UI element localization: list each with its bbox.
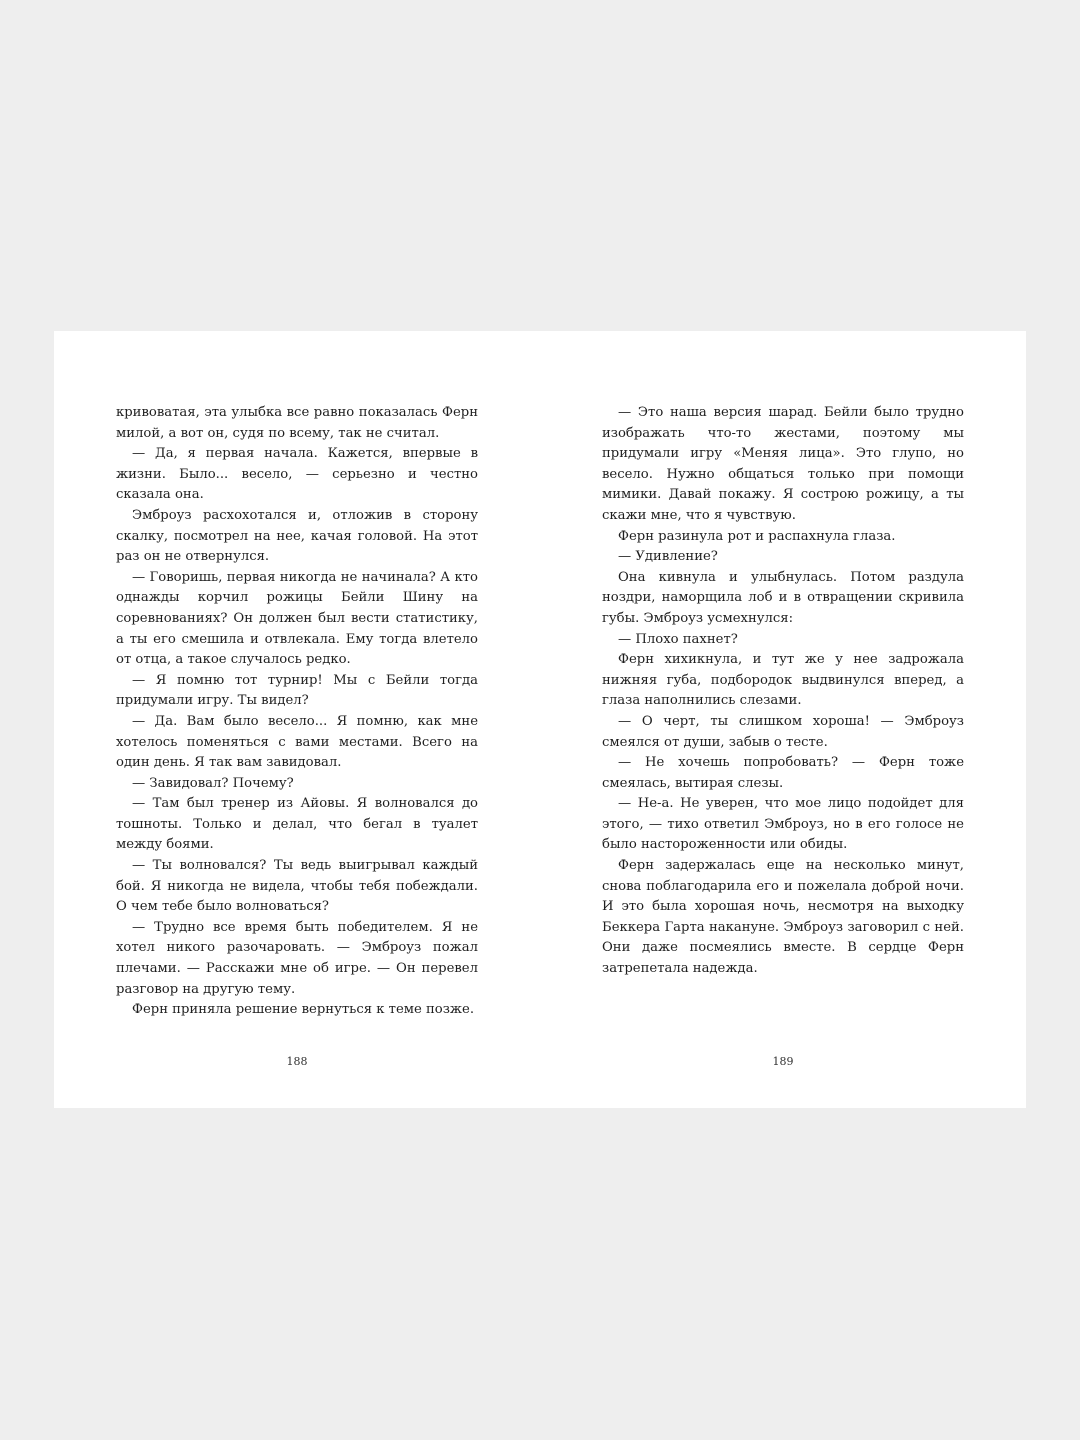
paragraph: — Не-а. Не уверен, что мое лицо подойдет для этого, — тихо ответил Эмброуз, но в его голосе не было настороженности или обиды. [602, 796, 964, 853]
paragraph: Ферн хихикнула, и тут же у нее задрожала нижняя губа, подбородок выдвинулся вперед, а глаза наполнились слезами. [602, 652, 964, 709]
paragraph: — Трудно все время быть победителем. Я не хотел никого разочаровать. — Эмброуз пожал плечами. — Расскажи мне об игре. — Он перевел разговор на другую тему. [116, 919, 478, 997]
book-spread [54, 331, 1026, 1108]
paragraph: — Плохо пахнет? [618, 631, 738, 647]
paragraph: Ферн приняла решение вернуться к теме позже. [132, 1002, 475, 1018]
paragraph: Она кивнула и улыбнулась. Потом раздула ноздри, наморщила лоб и в отвращении скривила губы. Эмброуз усмехнулся: [602, 569, 964, 626]
paragraph: — Не хочешь попробовать? — Ферн тоже смеялась, вытирая слезы. [602, 755, 964, 791]
paragraph: — Завидовал? Почему? [132, 775, 294, 791]
paragraph: — Там был тренер из Айовы. Я волновался до тошноты. Только и делал, что бегал в туалет между боями. [116, 796, 478, 853]
paragraph: Ферн разинула рот и распахнула глаза. [618, 528, 896, 544]
paragraph: — Ты волновался? Ты ведь выигрывал каждый бой. Я никогда не видела, чтобы тебя побеждали. О чем тебе было волноваться? [116, 858, 478, 915]
paragraph: — Говоришь, первая никогда не начинала? А кто однажды корчил рожицы Бейли Шину на соревнованиях? Он должен был вести статистику, а ты его смешила и отвлекала. Ему тогда влетело от отца, а такое случалось редко. [116, 569, 478, 668]
paragraph: кривоватая, эта улыбка все равно показалась Ферн милой, а вот он, судя по всему, так не считал. [116, 405, 478, 441]
right-page-text [602, 403, 964, 980]
paragraph: — Да, я первая начала. Кажется, впервые в жизни. Было... весело, — серьезно и честно сказала она. [116, 446, 478, 503]
paragraph: — Да. Вам было весело... Я помню, как мне хотелось поменяться с вами местами. Всего на один день. Я так вам завидовал. [116, 713, 478, 771]
paragraph: — Это наша версия шарад. Бейли было трудно изображать что-то жестами, поэтому мы придумали игру «Меняя лица». Это глупо, но весело. Нужно общаться только при помощи мимики. Давай покажу. Я сострою рожицу, а ты скажи мне, что я чувствую. [602, 405, 964, 523]
left-page-number: 188 [286, 1055, 308, 1068]
paragraph: Эмброуз расхохотался и, отложив в сторону скалку, посмотрел на нее, качая головой. На этот раз он не отвернулся. [116, 507, 478, 565]
paragraph: Ферн задержалась еще на несколько минут, снова поблагодарила его и пожелала доброй ночи. И это была хорошая ночь, несмотря на выходку Беккера Гарта накануне. Эмброуз заговорил с ней. Они даже посмеялись вместе. В сердце Ферн затрепетала надежда. [602, 858, 964, 977]
paragraph: — Удивление? [618, 549, 718, 565]
right-page-number: 189 [772, 1055, 794, 1068]
paragraph: — Я помню тот турнир! Мы с Бейли тогда придумали игру. Ты видел? [116, 672, 478, 709]
left-page-text [116, 403, 478, 1021]
paragraph: — О черт, ты слишком хороша! — Эмброуз смеялся от души, забыв о тесте. [602, 713, 964, 750]
